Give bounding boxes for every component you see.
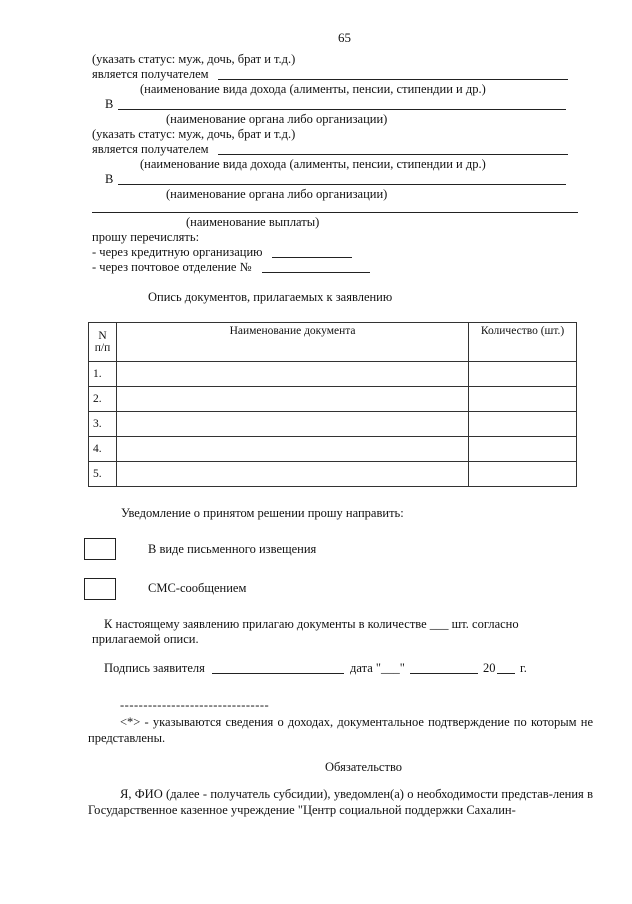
via-credit-label: - через кредитную организацию <box>92 245 263 259</box>
recipient-label-2: является получателем <box>92 142 209 156</box>
footnote: <*> - указываются сведения о доходах, документальное подтверждение по которым не представлены. <box>88 715 593 745</box>
doc-name-cell[interactable] <box>116 462 468 487</box>
attach-line-2: прилагаемой описи. <box>92 632 199 646</box>
documents-table <box>88 322 577 487</box>
year-field[interactable] <box>497 673 515 674</box>
written-notice-checkbox[interactable] <box>84 538 116 560</box>
quantity-cell[interactable] <box>469 437 577 462</box>
recipient-label-1: является получателем <box>92 67 209 81</box>
quantity-cell[interactable] <box>469 362 577 387</box>
via-post-label: - через почтовое отделение № <box>92 260 252 274</box>
status-hint-1: (указать статус: муж, дочь, брат и т.д.) <box>92 52 296 66</box>
obligation-text: Я, ФИО (далее - получатель субсидии), уведомлен(а) о необходимости представ-ления в Государственное казенное учреждение "Центр социальной поддержки Сахалин- <box>88 787 593 817</box>
row-number: 4. <box>89 437 117 462</box>
status-hint-2: (указать статус: муж, дочь, брат и т.д.) <box>92 127 296 141</box>
year-suffix: г. <box>520 661 527 675</box>
doc-name-cell[interactable] <box>116 437 468 462</box>
header-quantity: Количество (шт.) <box>469 323 577 362</box>
date-month-field[interactable] <box>410 673 478 674</box>
footnote-separator: -------------------------------- <box>120 698 270 712</box>
organ-hint-2: (наименование органа либо организации) <box>166 187 388 201</box>
signature-field[interactable] <box>212 673 344 674</box>
table-row <box>89 387 577 412</box>
in-label-2: В <box>105 172 114 186</box>
doc-name-cell[interactable] <box>116 362 468 387</box>
table-row <box>89 362 577 387</box>
doc-name-cell[interactable] <box>116 412 468 437</box>
payment-hint: (наименование выплаты) <box>186 215 320 229</box>
post-office-field[interactable] <box>262 272 370 273</box>
signature-label: Подпись заявителя <box>104 661 205 675</box>
recipient-field-2[interactable] <box>218 154 568 155</box>
quantity-cell[interactable] <box>469 462 577 487</box>
obligation-title: Обязательство <box>325 760 403 774</box>
in-label-1: В <box>105 97 114 111</box>
row-number: 3. <box>89 412 117 437</box>
income-hint-2: (наименование вида дохода (алименты, пенсии, стипендии и др.) <box>140 157 486 171</box>
recipient-field-1[interactable] <box>218 79 568 80</box>
quantity-cell[interactable] <box>469 387 577 412</box>
income-hint-1: (наименование вида дохода (алименты, пенсии, стипендии и др.) <box>140 82 486 96</box>
quantity-cell[interactable] <box>469 412 577 437</box>
notify-prompt: Уведомление о принятом решении прошу направить: <box>121 506 404 520</box>
header-number: N п/п <box>89 323 117 362</box>
inventory-title: Опись документов, прилагаемых к заявлению <box>148 290 393 304</box>
table-header-row <box>89 323 577 362</box>
row-number: 2. <box>89 387 117 412</box>
row-number: 5. <box>89 462 117 487</box>
sms-label: СМС-сообщением <box>148 581 247 595</box>
year-prefix: 20 <box>483 661 496 675</box>
doc-name-cell[interactable] <box>116 387 468 412</box>
date-label: дата "___" <box>350 661 405 675</box>
table-row <box>89 412 577 437</box>
sms-checkbox[interactable] <box>84 578 116 600</box>
transfer-request: прошу перечислять: <box>92 230 200 244</box>
table-row <box>89 437 577 462</box>
credit-org-field[interactable] <box>272 257 352 258</box>
header-doc-name: Наименование документа <box>116 323 468 362</box>
row-number: 1. <box>89 362 117 387</box>
written-notice-label: В виде письменного извещения <box>148 542 317 556</box>
organ-hint-1: (наименование органа либо организации) <box>166 112 388 126</box>
organ-field-1[interactable] <box>118 109 566 110</box>
organ-field-2[interactable] <box>118 184 566 185</box>
table-row <box>89 462 577 487</box>
payment-field[interactable] <box>92 212 578 213</box>
page-number: 65 <box>338 30 351 45</box>
attach-line-1: К настоящему заявлению прилагаю документы в количестве ___ шт. согласно <box>104 617 519 631</box>
